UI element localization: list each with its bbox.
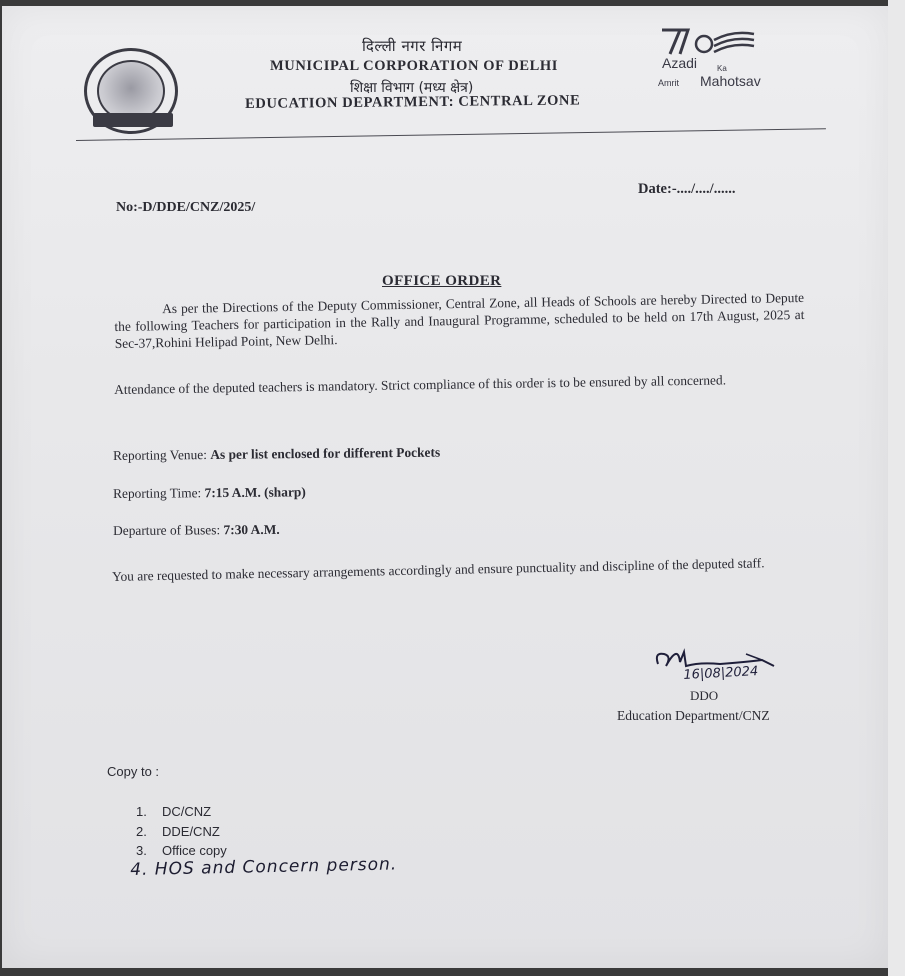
reference-number: No:-D/DDE/CNZ/2025/ — [116, 200, 256, 215]
time-label: Reporting Time: — [113, 485, 202, 501]
document-title: OFFICE ORDER — [382, 273, 502, 289]
list-item: 2. DDE/CNZ — [136, 823, 220, 839]
list-item: 3. Office copy — [136, 843, 227, 858]
reporting-venue-row — [113, 445, 440, 464]
body-paragraph-2: Attendance of the deputed teachers is mandatory. Strict compliance of this order is to be ensured by all concerned. — [114, 372, 727, 397]
mcd-seal-logo — [84, 48, 178, 134]
venue-label: Reporting Venue: — [113, 447, 208, 463]
handwritten-copy-item: 4. HOS and Concern person. — [130, 854, 398, 880]
logo-text-amrit: Amrit — [658, 78, 679, 88]
dept-name: EDUCATION DEPARTMENT: CENTRAL ZONE — [245, 92, 581, 112]
right-edge-strip — [888, 0, 905, 976]
signatory-department: Education Department/CNZ — [617, 708, 770, 723]
hindi-dept-name: शिक्षा विभाग (मध्य क्षेत्र) — [350, 80, 474, 96]
signature-date: 16|08|2024 — [683, 664, 759, 683]
logo-text-ka: Ka — [717, 64, 727, 73]
hindi-org-name: दिल्ली नगर निगम — [362, 37, 463, 55]
org-name: MUNICIPAL CORPORATION OF DELHI — [270, 58, 559, 74]
departure-value: 7:30 A.M. — [223, 521, 280, 538]
body-paragraph-3: You are requested to make necessary arrangements accordingly and ensure punctuality and discipline of the deputed staff. — [112, 555, 765, 584]
logo-text-mahotsav: Mahotsav — [700, 73, 761, 89]
time-value: 7:15 A.M. (sharp) — [204, 484, 306, 501]
logo-text-azadi: Azadi — [662, 55, 698, 71]
seal-ribbon — [93, 113, 173, 127]
venue-value: As per list enclosed for different Pockets — [210, 444, 441, 462]
reporting-time-row — [113, 484, 306, 502]
copy-to-label: Copy to : — [107, 764, 160, 779]
copy-list — [136, 802, 227, 861]
signatory-designation: DDO — [690, 688, 719, 703]
bus-departure-row — [113, 522, 280, 539]
paragraph-1-text: As per the Directions of the Deputy Commissioner, Central Zone, all Heads of Schools are hereby Directed to Depute the following Teachers for participation in the Rally and Inaugural Programme, scheduled to be held on 17th August, 2025 at Sec-37,Rohini Helipad Point, New Delhi. — [114, 289, 805, 352]
order-date: Date:-..../..../...... — [638, 181, 736, 197]
departure-label: Departure of Buses: — [113, 522, 221, 538]
list-item: 1. DC/CNZ — [136, 804, 212, 819]
